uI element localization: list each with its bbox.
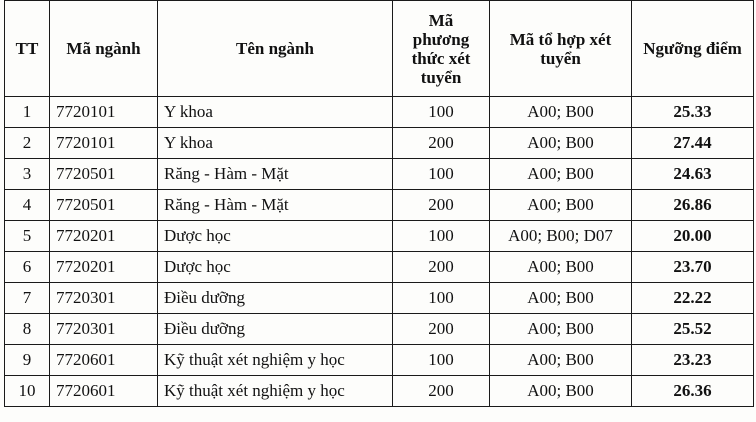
cell-subject-combination: A00; B00 [490,159,632,190]
cell-tt: 9 [5,345,50,376]
cell-major-name: Điều dưỡng [158,283,393,314]
cell-admission-method: 100 [393,345,490,376]
cell-major-code: 7720201 [50,252,158,283]
cell-subject-combination: A00; B00 [490,190,632,221]
header-subject-combination: Mã tổ hợp xét tuyển [490,1,632,97]
cell-major-name: Dược học [158,252,393,283]
cell-tt: 6 [5,252,50,283]
cell-admission-method: 100 [393,221,490,252]
cell-tt: 4 [5,190,50,221]
cell-major-code: 7720501 [50,159,158,190]
cell-major-code: 7720101 [50,97,158,128]
cell-tt: 7 [5,283,50,314]
cell-major-code: 7720201 [50,221,158,252]
table-row [5,252,754,283]
cell-admission-method: 100 [393,97,490,128]
cell-major-name: Kỹ thuật xét nghiệm y học [158,376,393,407]
cell-major-name: Y khoa [158,128,393,159]
cell-subject-combination: A00; B00 [490,128,632,159]
cell-score-threshold: 26.36 [632,376,754,407]
cell-major-name: Y khoa [158,97,393,128]
cell-score-threshold: 23.23 [632,345,754,376]
cell-admission-method: 100 [393,283,490,314]
table-row [5,314,754,345]
header-major-name: Tên ngành [158,1,393,97]
cell-score-threshold: 20.00 [632,221,754,252]
cell-admission-method: 100 [393,159,490,190]
cell-tt: 5 [5,221,50,252]
cell-major-name: Răng - Hàm - Mặt [158,159,393,190]
table-row [5,376,754,407]
cell-score-threshold: 26.86 [632,190,754,221]
cell-subject-combination: A00; B00 [490,314,632,345]
table-row [5,97,754,128]
cell-tt: 8 [5,314,50,345]
cell-tt: 1 [5,97,50,128]
cell-tt: 2 [5,128,50,159]
header-score-threshold: Ngưỡng điểm [632,1,754,97]
cell-major-name: Dược học [158,221,393,252]
cell-subject-combination: A00; B00; D07 [490,221,632,252]
cell-score-threshold: 25.52 [632,314,754,345]
table-row [5,283,754,314]
cell-major-code: 7720301 [50,314,158,345]
cell-subject-combination: A00; B00 [490,345,632,376]
table-header-row [5,1,754,97]
table-row [5,128,754,159]
cell-major-name: Kỹ thuật xét nghiệm y học [158,345,393,376]
cell-tt: 10 [5,376,50,407]
cell-subject-combination: A00; B00 [490,97,632,128]
header-admission-method: Mã phương thức xét tuyển [393,1,490,97]
cell-score-threshold: 27.44 [632,128,754,159]
cell-score-threshold: 24.63 [632,159,754,190]
cell-admission-method: 200 [393,190,490,221]
cell-major-name: Răng - Hàm - Mặt [158,190,393,221]
admission-score-table [4,0,754,407]
cell-score-threshold: 22.22 [632,283,754,314]
cell-tt: 3 [5,159,50,190]
cell-admission-method: 200 [393,376,490,407]
cell-admission-method: 200 [393,128,490,159]
cell-major-code: 7720301 [50,283,158,314]
cell-subject-combination: A00; B00 [490,252,632,283]
cell-major-code: 7720101 [50,128,158,159]
cell-admission-method: 200 [393,252,490,283]
table-body [5,97,754,407]
cell-major-code: 7720601 [50,345,158,376]
table-row [5,159,754,190]
header-tt: TT [5,1,50,97]
cell-admission-method: 200 [393,314,490,345]
cell-score-threshold: 23.70 [632,252,754,283]
cell-score-threshold: 25.33 [632,97,754,128]
table-row [5,221,754,252]
cell-subject-combination: A00; B00 [490,376,632,407]
cell-subject-combination: A00; B00 [490,283,632,314]
cell-major-code: 7720501 [50,190,158,221]
table-row [5,190,754,221]
cell-major-name: Điều dưỡng [158,314,393,345]
header-major-code: Mã ngành [50,1,158,97]
table-row [5,345,754,376]
cell-major-code: 7720601 [50,376,158,407]
